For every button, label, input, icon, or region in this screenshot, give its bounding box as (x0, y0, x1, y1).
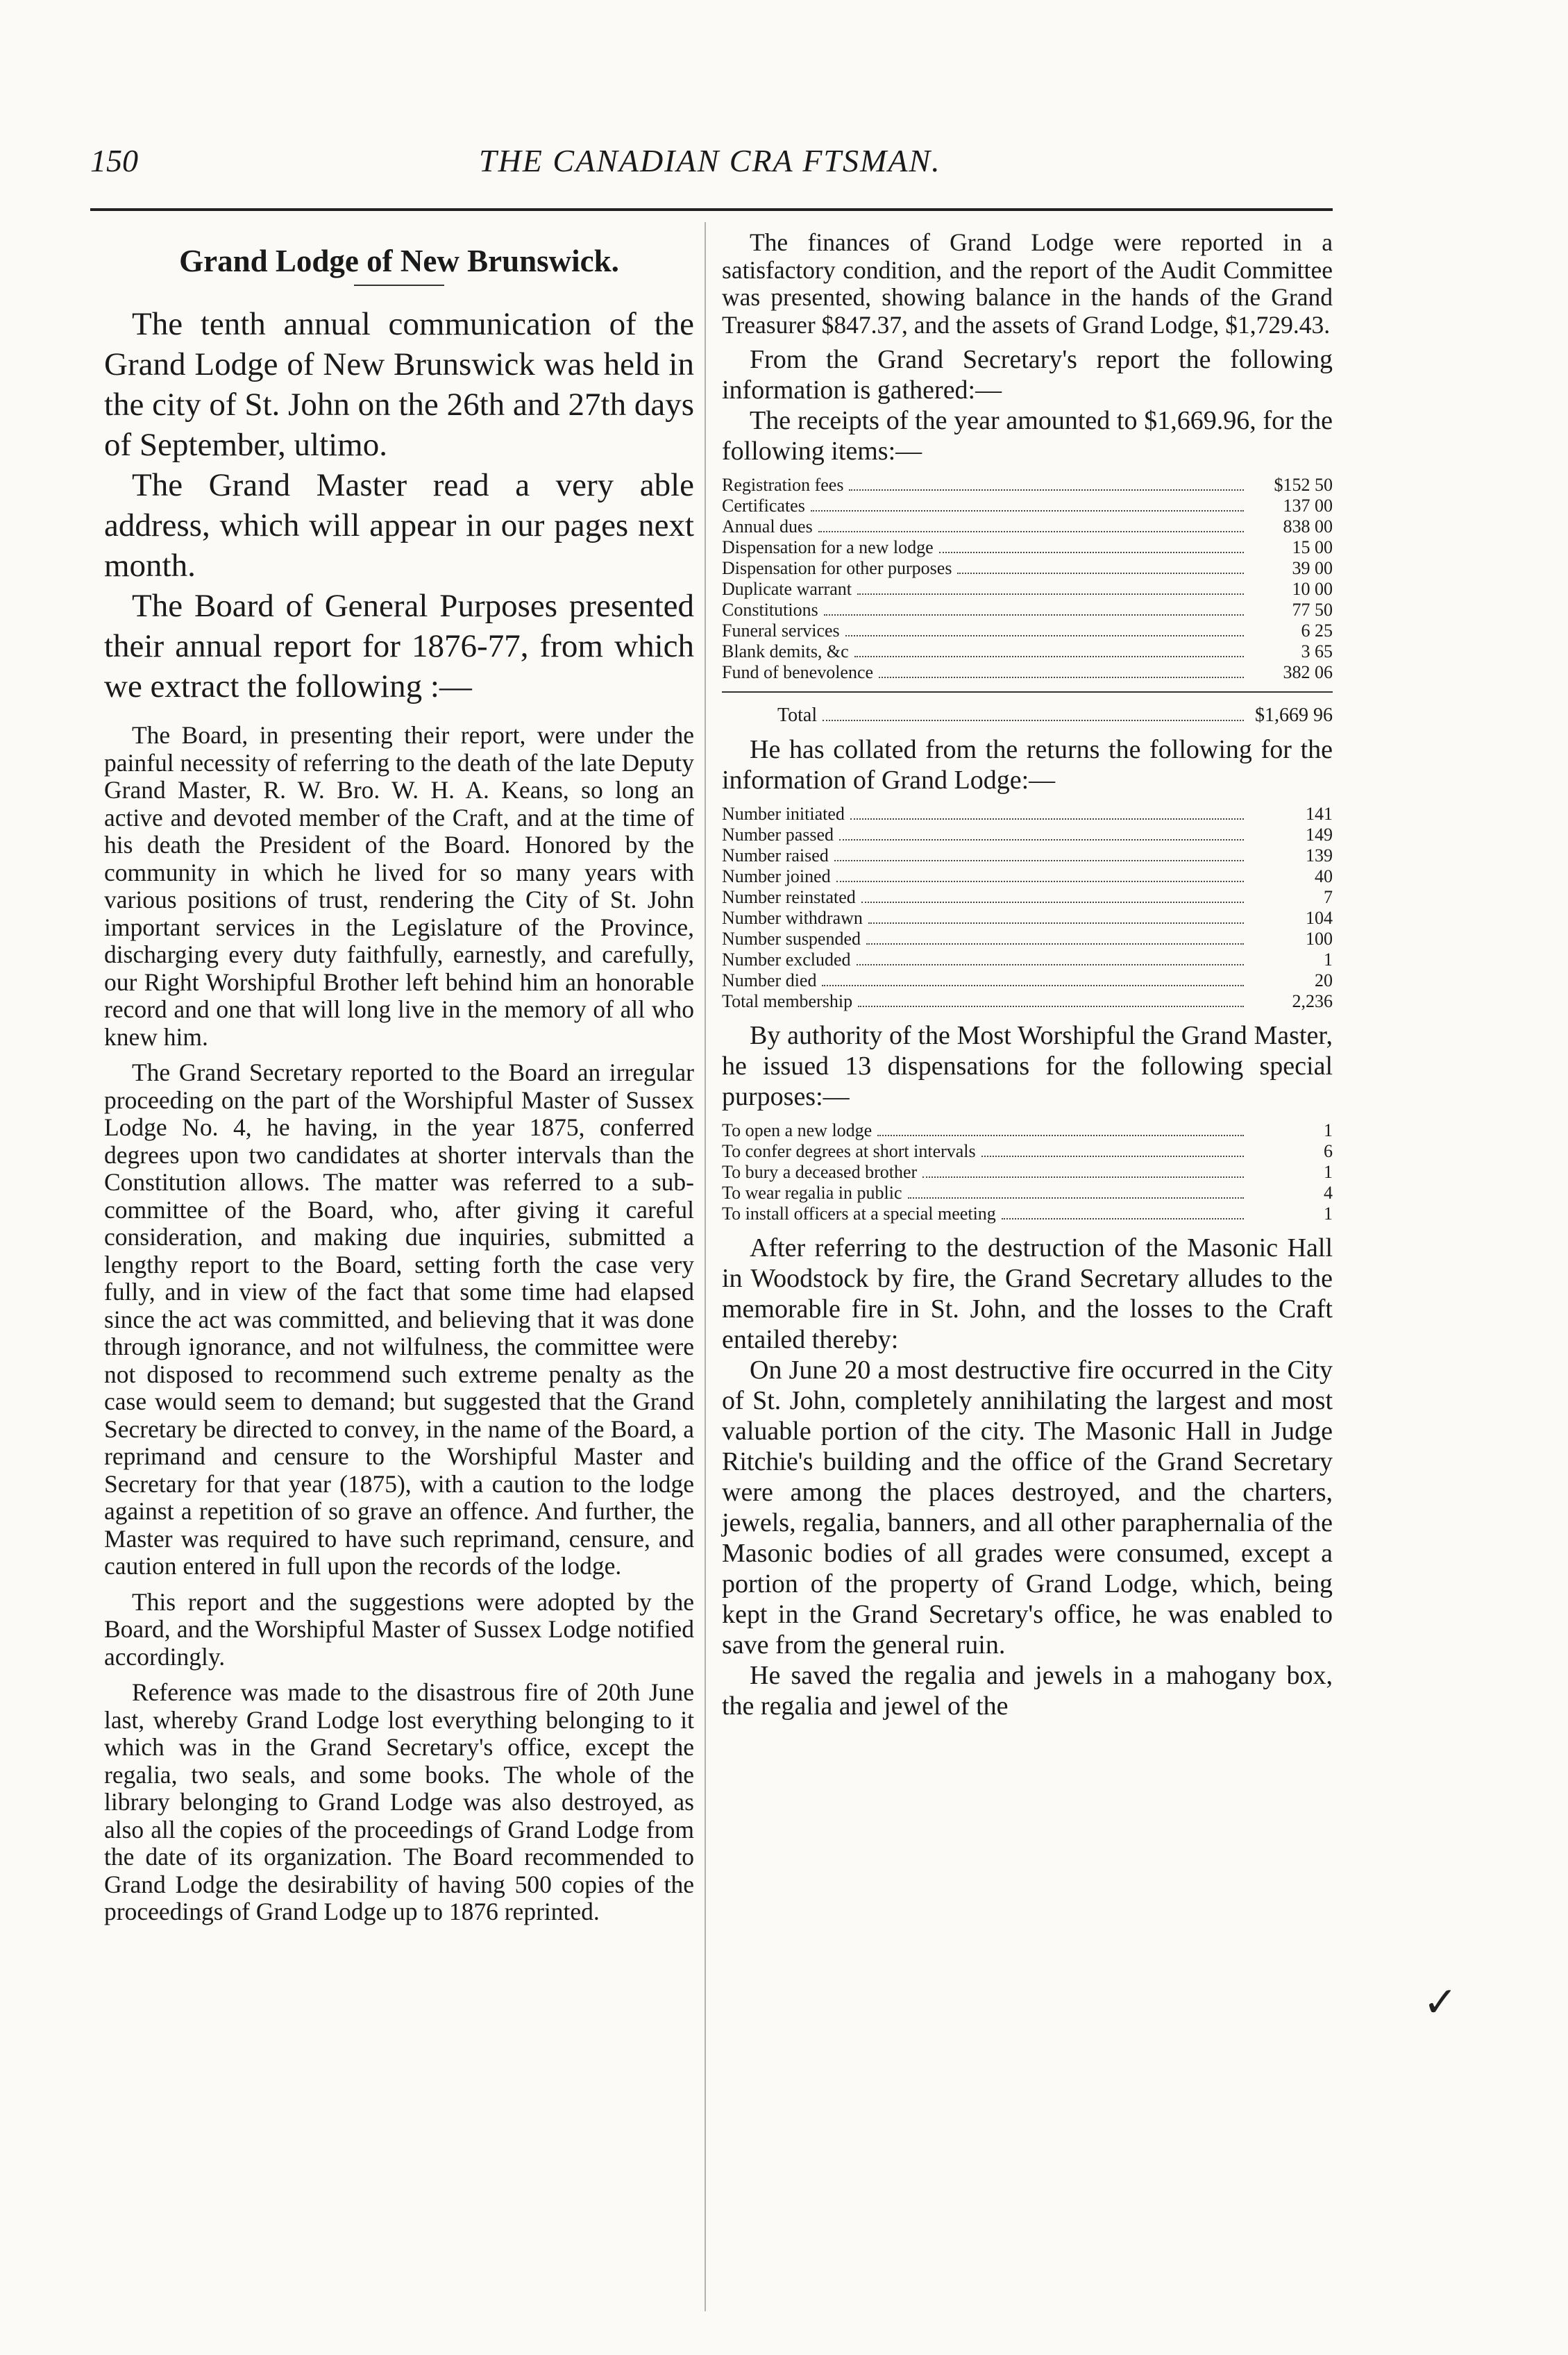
receipt-row-label: Blank demits, &c (722, 641, 849, 661)
dispensation-row-label: To wear regalia in public (722, 1183, 902, 1203)
right-column (722, 229, 1333, 1721)
leader-dots (866, 943, 1244, 945)
leader-dots (861, 902, 1244, 903)
header-rule (90, 208, 1333, 211)
receipt-row (722, 641, 1333, 662)
dispensation-row-value: 1 (1324, 1162, 1333, 1182)
returns-table (722, 804, 1333, 1012)
receipt-row (722, 516, 1333, 537)
receipt-row-value: $152 50 (1274, 475, 1333, 495)
leader-dots (908, 1197, 1244, 1199)
receipt-row (722, 621, 1333, 641)
returns-row (722, 908, 1333, 929)
dispensation-row-value: 1 (1324, 1120, 1333, 1140)
dispensation-row-value: 1 (1324, 1204, 1333, 1224)
left-column (104, 229, 694, 1926)
dispensations-intro: By authority of the Most Worshipful the Grand Master, he issued 13 dispensations for the following special purposes:— (722, 1021, 1333, 1111)
dispensation-row-label: To bury a deceased brother (722, 1162, 918, 1182)
receipt-row-value: 382 06 (1283, 662, 1333, 682)
leader-dots (877, 1135, 1244, 1136)
receipt-row-value: 39 00 (1292, 558, 1333, 578)
dispensation-row-value: 6 (1324, 1141, 1333, 1161)
receipt-row-value: 3 65 (1301, 641, 1333, 661)
leader-dots (922, 1176, 1244, 1178)
title-rule (354, 285, 444, 286)
returns-row-label: Number reinstated (722, 887, 856, 907)
receipt-row (722, 537, 1333, 558)
receipt-row-value: 10 00 (1292, 579, 1333, 599)
leader-dots (834, 860, 1244, 861)
returns-row-value: 139 (1306, 845, 1333, 866)
receipt-row-label: Annual dues (722, 516, 813, 537)
dispensations-table (722, 1120, 1333, 1224)
receipt-row-label: Dispensation for other purposes (722, 558, 952, 578)
returns-row (722, 991, 1333, 1012)
leader-dots (839, 839, 1244, 841)
running-header (90, 142, 1347, 191)
article-title: Grand Lodge of New Brunswick. (179, 244, 619, 278)
receipt-row (722, 496, 1333, 516)
intro-paragraph: The Grand Master read a very able address, which will appear in our pages next month. (104, 467, 694, 584)
receipts-total-value: $1,669 96 (1255, 704, 1333, 726)
receipt-row-label: Registration fees (722, 475, 844, 495)
receipt-row (722, 475, 1333, 496)
leader-dots (850, 818, 1244, 820)
dispensation-row-label: To open a new lodge (722, 1120, 872, 1140)
receipt-row (722, 579, 1333, 600)
page-number: 150 (90, 143, 138, 178)
leader-dots (981, 1156, 1244, 1157)
leader-dots (1002, 1218, 1244, 1219)
leader-dots (957, 573, 1244, 574)
report-paragraph: The Grand Secretary reported to the Board an irregular proceeding on the part of the Worshipful Master of Sussex Lodge No. 4, he having, in the year 1875, conferred degrees upon two candidates at shorter intervals than the Constitution allows. The matter was referred to a sub-committee of the Board, who, after giving it careful consideration, and making due inquiries, submitted a lengthy report to the Board, setting forth the case very fully, and in view of the fact that some time had elapsed since the act was committed, and believing that it was done through ignorance, and not wilfulness, the committee were not disposed to recommend such extreme penalty as the case would seem to demand; but suggested that the Grand Secretary be directed to convey, in the name of the Board, a reprimand and censure to the Worshipful Master and Secretary for that year (1875), with a caution to the lodge against a repetition of so grave an offence. And further, the Master was required to have such reprimand, censure, and caution entered in full upon the records of the lodge. (104, 1058, 694, 1580)
returns-intro: He has collated from the returns the following for the information of Grand Lodge:— (722, 735, 1333, 795)
secretary-intro: From the Grand Secretary's report the following information is gathered:— (722, 345, 1333, 405)
leader-dots (854, 656, 1244, 657)
returns-row-label: Total membership (722, 991, 853, 1011)
closing-paragraph: After referring to the destruction of the Masonic Hall in Woodstock by fire, the Grand Secretary alludes to the memorable fire in St. John, and the losses to the Craft entailed thereby: (722, 1233, 1333, 1354)
leader-dots (879, 677, 1244, 678)
dispensation-row (722, 1204, 1333, 1224)
returns-row (722, 804, 1333, 825)
receipt-row-label: Certificates (722, 496, 805, 516)
returns-row-label: Number initiated (722, 804, 845, 824)
returns-row-value: 149 (1306, 825, 1333, 845)
dispensation-row (722, 1120, 1333, 1141)
intro-paragraph: The Board of General Purposes presented their annual report for 1876-77, from which we extract the following :— (104, 588, 694, 704)
leader-dots (824, 614, 1244, 616)
dispensation-row (722, 1141, 1333, 1162)
receipt-row-label: Duplicate warrant (722, 579, 852, 599)
returns-row (722, 887, 1333, 908)
returns-row-label: Number raised (722, 845, 829, 866)
report-paragraph: This report and the suggestions were adopted by the Board, and the Worshipful Master of Sussex Lodge notified accordingly. (104, 1587, 694, 1671)
running-title: THE CANADIAN CRA FTSMAN. (479, 143, 941, 178)
receipt-row-label: Dispensation for a new lodge (722, 537, 934, 557)
closing-paragraph: He saved the regalia and jewels in a mahogany box, the regalia and jewel of the (722, 1661, 1333, 1721)
report-paragraph: Reference was made to the disastrous fire of 20th June last, whereby Grand Lodge lost everything belonging to it which was in the Grand Secretary's office, except the regalia, two seals, and some books. The whole of the library belonging to Grand Lodge was also destroyed, as also all the copies of the proceedings of Grand Lodge from the date of its organization. The Board recommended to Grand Lodge the desirability of having 500 copies of the proceedings of Grand Lodge up to 1876 reprinted. (104, 1678, 694, 1925)
leader-dots (818, 531, 1244, 532)
returns-row (722, 949, 1333, 970)
dispensation-row-label: To confer degrees at short intervals (722, 1141, 976, 1161)
leader-dots (939, 552, 1244, 553)
receipts-table (722, 475, 1333, 683)
leader-dots (822, 985, 1244, 986)
dispensation-row (722, 1162, 1333, 1183)
receipt-row-label: Fund of benevolence (722, 662, 874, 682)
returns-row-value: 104 (1306, 908, 1333, 928)
returns-row-value: 7 (1324, 887, 1333, 907)
leader-dots (849, 489, 1244, 491)
receipts-intro: The receipts of the year amounted to $1,669.96, for the following items:— (722, 406, 1333, 466)
receipt-row-label: Funeral services (722, 621, 840, 641)
leader-dots (868, 922, 1244, 924)
intro-paragraph: The tenth annual communication of the Grand Lodge of New Brunswick was held in the city of St. John on the 26th and 27th days of September, ultimo. (104, 306, 694, 463)
returns-row-value: 2,236 (1292, 991, 1333, 1011)
returns-row-label: Number joined (722, 866, 831, 886)
receipts-total-label: Total (777, 704, 818, 726)
receipt-row-value: 6 25 (1301, 621, 1333, 641)
leader-dots (857, 593, 1244, 595)
leader-dots (845, 635, 1244, 636)
leader-dots (836, 881, 1244, 882)
report-paragraph: The finances of Grand Lodge were reported in a satisfactory condition, and the report of the Audit Committee was presented, showing balance in the hands of the Grand Treasurer $847.37, and the assets of Grand Lodge, $1,729.43. (722, 228, 1333, 339)
leader-dots (811, 510, 1244, 512)
column-divider (705, 222, 706, 2311)
returns-row-value: 20 (1315, 970, 1333, 990)
receipt-row-value: 77 50 (1292, 600, 1333, 620)
receipt-row (722, 600, 1333, 621)
margin-check-mark: ✓ (1423, 1980, 1458, 2025)
returns-row (722, 970, 1333, 991)
report-paragraph: The Board, in presenting their report, were under the painful necessity of referring to the death of the late Deputy Grand Master, R. W. Bro. W. H. A. Keans, so long an active and devoted member of the Craft, and at the time of his death the President of the Board. Honored by the community in which he lived for so many years with various positions of trust, rendering the City of St. John important services in the Legislature of the Province, discharging every duty faithfully, earnestly, and carefully, our Right Worshipful Brother left behind him an honorable record and one that will long live in the memory of all who knew him. (104, 721, 694, 1051)
leader-dots (857, 964, 1244, 965)
returns-row-label: Number passed (722, 825, 834, 845)
returns-row (722, 866, 1333, 887)
returns-row-value: 1 (1324, 949, 1333, 970)
returns-row-label: Number suspended (722, 929, 861, 949)
leader-dots (858, 1006, 1244, 1007)
receipt-row-value: 15 00 (1292, 537, 1333, 557)
receipts-rule (722, 691, 1333, 693)
dispensation-row-label: To install officers at a special meeting (722, 1204, 996, 1224)
receipt-row (722, 558, 1333, 579)
returns-row (722, 825, 1333, 845)
dispensation-row (722, 1183, 1333, 1204)
receipt-row-value: 137 00 (1283, 496, 1333, 516)
receipt-row-value: 838 00 (1283, 516, 1333, 537)
returns-row (722, 929, 1333, 949)
returns-row-label: Number excluded (722, 949, 851, 970)
closing-paragraph: On June 20 a most destructive fire occurred in the City of St. John, completely annihilating the largest and most valuable portion of the city. The Masonic Hall in Judge Ritchie's building and the office of the Grand Secretary were among the places destroyed, and the charters, jewels, regalia, banners, and all other paraphernalia of the Masonic bodies of all grades were consumed, except a portion of the property of Grand Lodge, which, being kept in the Grand Secretary's office, he was enabled to save from the general ruin. (722, 1356, 1333, 1660)
receipts-total-row (722, 705, 1333, 726)
returns-row-value: 100 (1306, 929, 1333, 949)
dispensation-row-value: 4 (1324, 1183, 1333, 1203)
returns-row-label: Number died (722, 970, 817, 990)
receipt-row (722, 662, 1333, 683)
returns-row-value: 141 (1306, 804, 1333, 824)
returns-row-label: Number withdrawn (722, 908, 863, 928)
returns-row (722, 845, 1333, 866)
receipt-row-label: Constitutions (722, 600, 818, 620)
returns-row-value: 40 (1315, 866, 1333, 886)
